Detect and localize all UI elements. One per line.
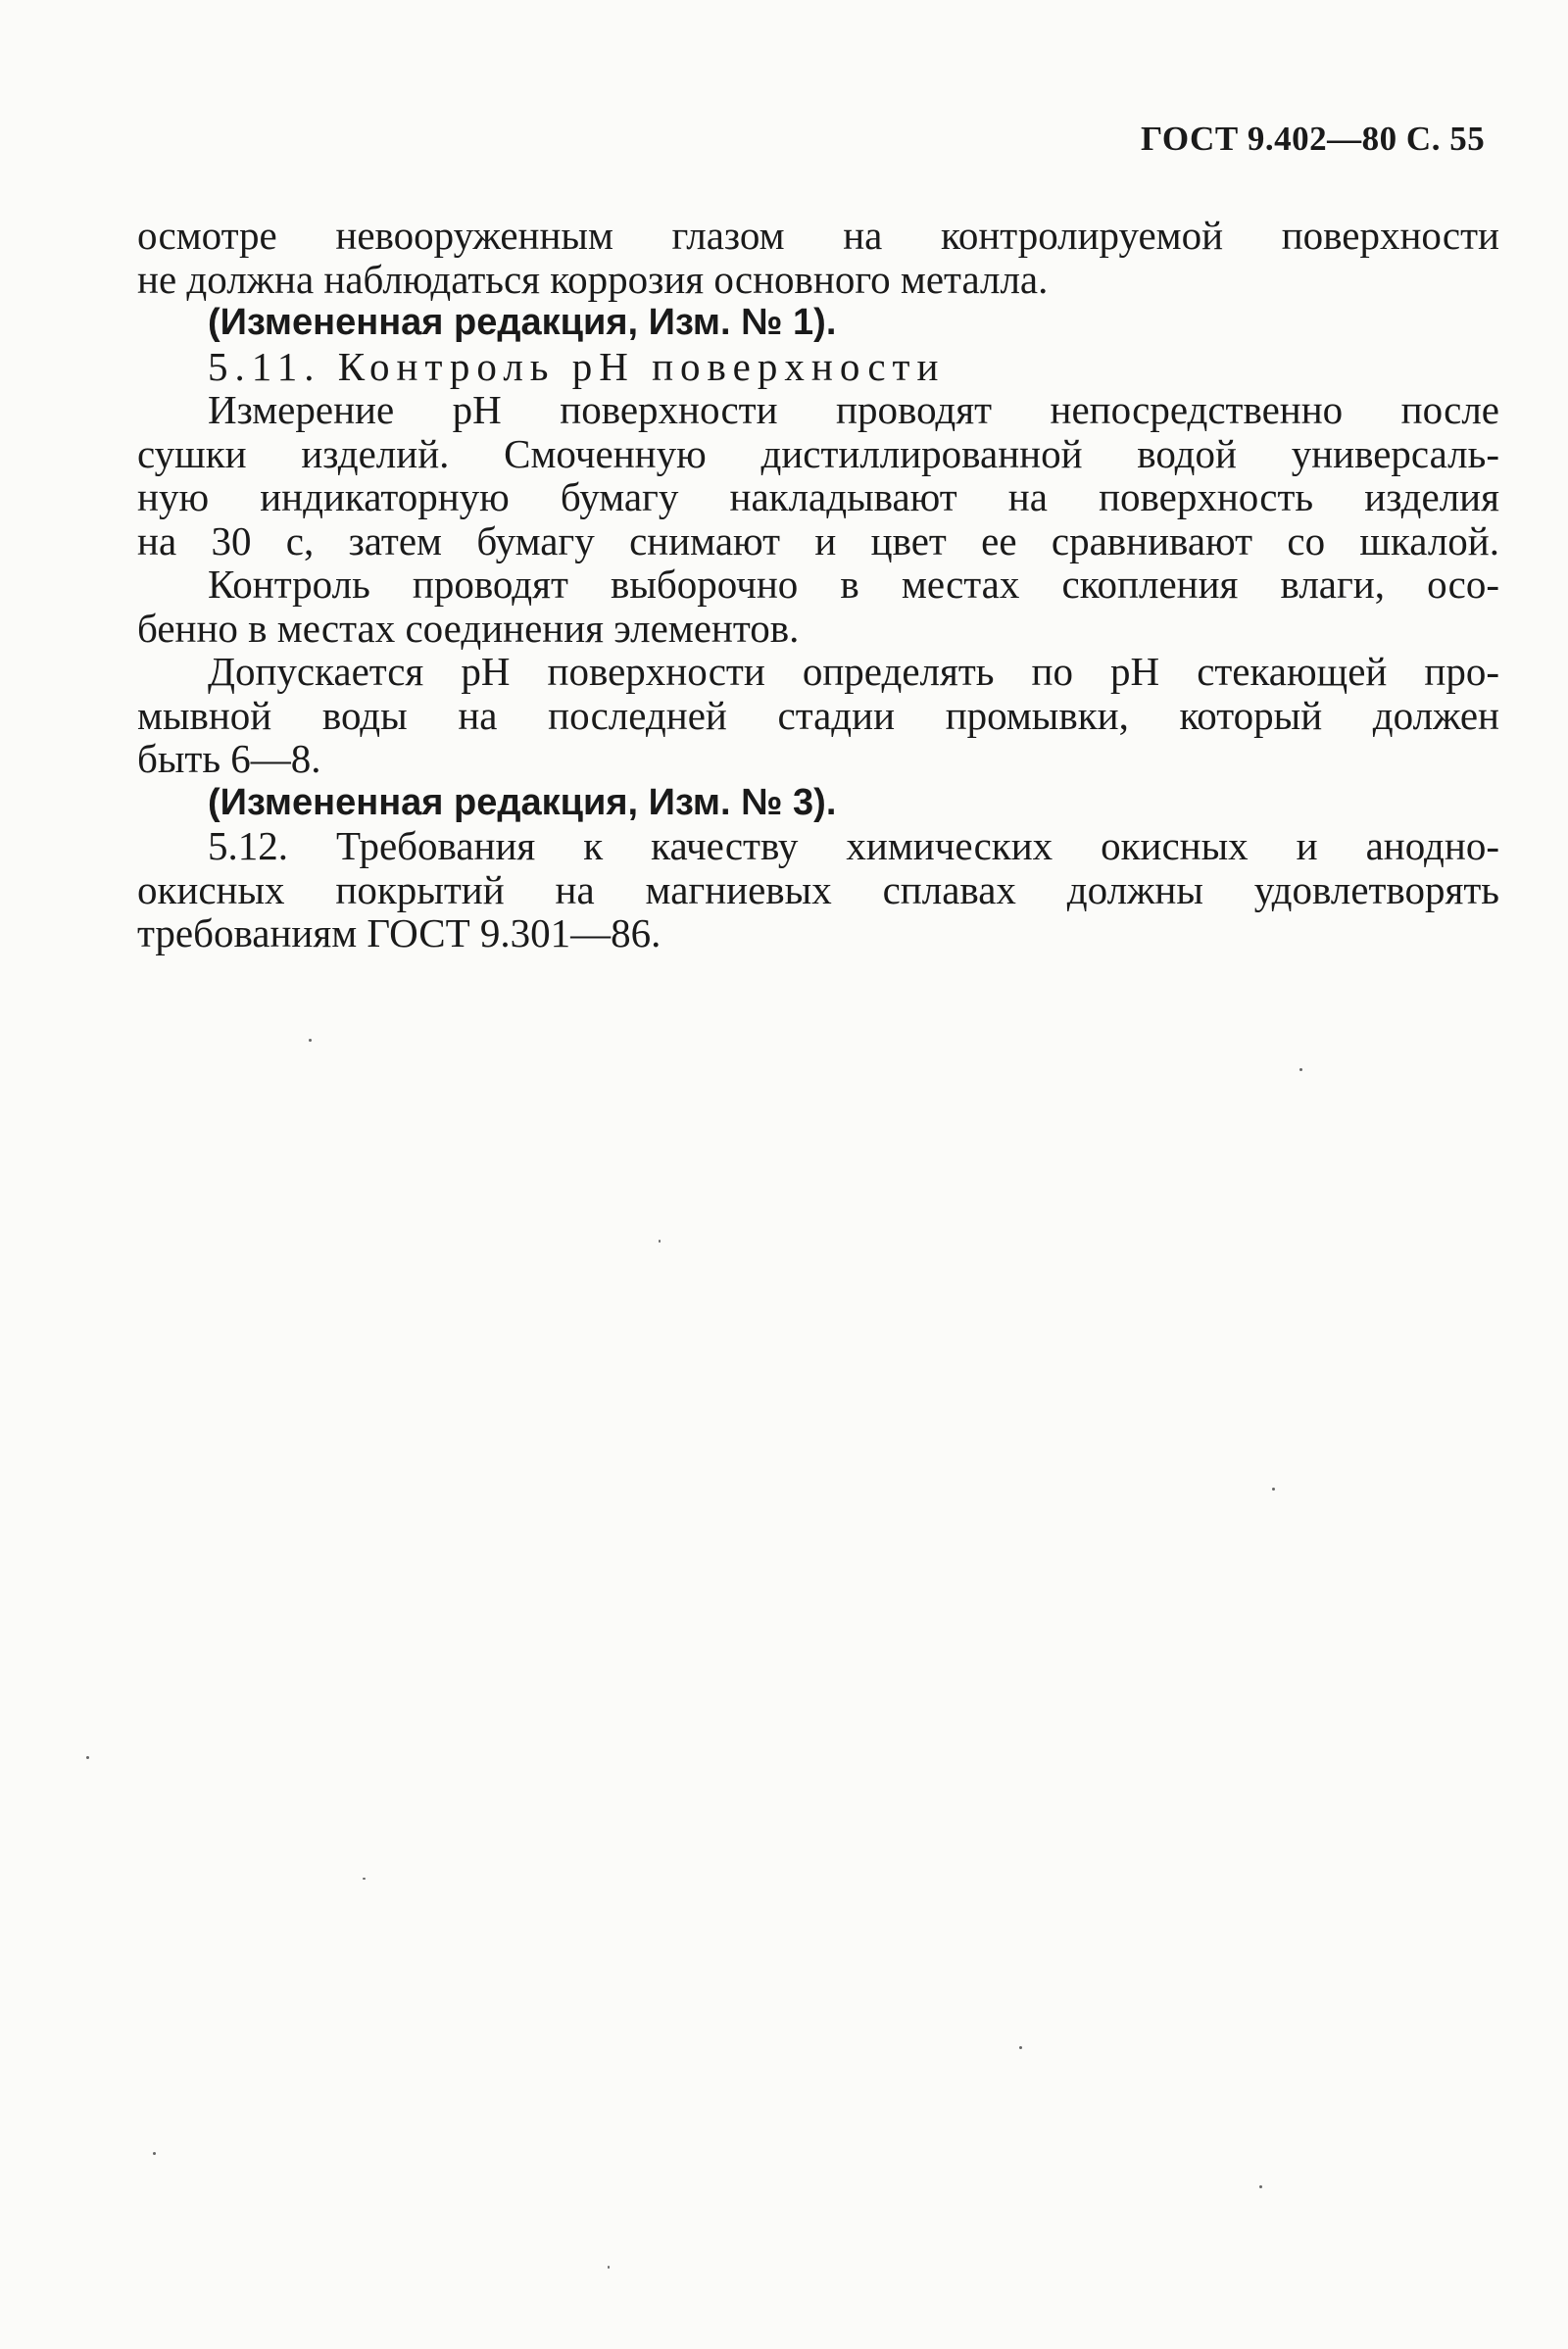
body-text [137,214,1499,955]
amendment-note: (Измененная редакция, Изм. № 3). [208,781,837,823]
scan-speck [1272,1488,1275,1491]
scan-speck [1299,1068,1302,1071]
text-line: бенно в местах соединения элементов. [137,605,800,651]
scan-speck [153,2152,156,2155]
running-header: ГОСТ 9.402—80 С. 55 [1141,120,1486,158]
text-line: на 30 с, затем бумагу снимают и цвет ее сравнивают со шкалой. [137,517,1499,563]
scan-speck [608,2266,610,2269]
section-heading-5-11 [137,345,1499,389]
text-line: не должна наблюдаться коррозия основного металла. [137,256,1049,302]
text-line: осмотре невооруженным глазом на контролируемой поверхности [137,213,1499,258]
text-line: окисных покрытий на магниевых сплавах должны удовлетворять [137,866,1499,912]
scan-speck [86,1756,89,1759]
text-line: Контроль проводят выборочно в местах скопления влаги, осо- [208,562,1499,607]
scan-speck [1259,2185,1262,2188]
scan-speck [1019,2046,1022,2049]
section-heading-text: 5.11. Контроль рН поверхности [208,343,946,389]
text-line: 5.12. Требования к качеству химических окисных и анодно- [208,823,1499,868]
amendment-note: (Измененная редакция, Изм. № 1). [208,302,837,343]
text-line: мывной воды на последней стадии промывки, который должен [137,692,1499,738]
scan-speck [659,1240,661,1243]
scan-speck [309,1039,312,1042]
text-line: требованиям ГОСТ 9.301—86. [137,910,662,955]
text-line: Допускается рН поверхности определять по рН стекающей про- [208,649,1499,694]
text-line: Измерение рН поверхности проводят непосредственно после [208,387,1499,432]
text-line: ную индикаторную бумагу накладывают на поверхность изделия [137,474,1499,519]
text-line: сушки изделий. Смоченную дистиллированной водой универсаль- [137,430,1499,476]
text-line: быть 6—8. [137,736,321,781]
scan-speck [363,1878,366,1880]
